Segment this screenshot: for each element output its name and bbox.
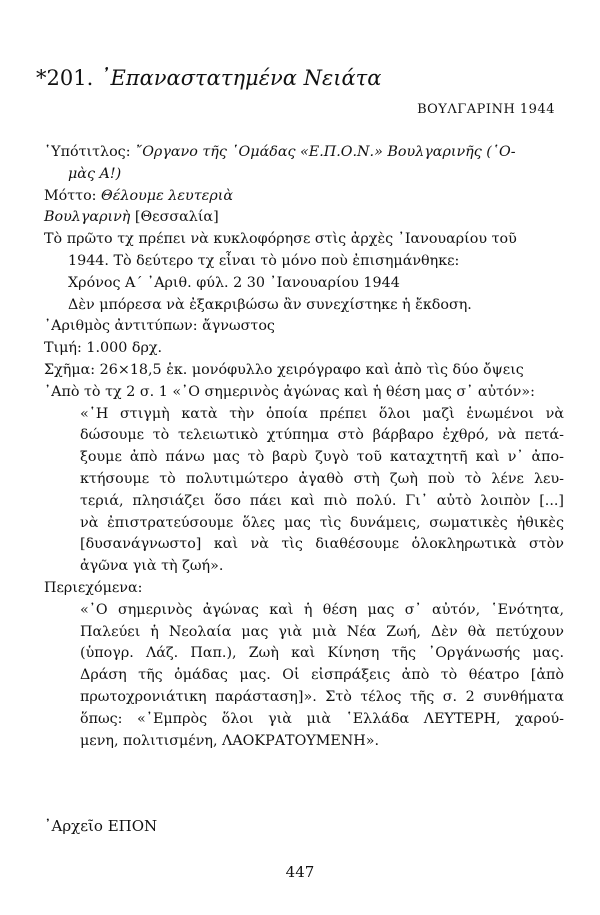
motto-line <box>44 186 564 208</box>
excerpt-line: τεριά, πλησιάζει ὅσο πάει καὶ πιὸ πολύ. Γι᾿ αὐτὸ λοιπὸν [...] <box>80 492 564 509</box>
contents-line: πρωτοχρονιάτικη παράσταση]». Στὸ τέλος τῆς σ. 2 συνθήματα <box>80 688 564 705</box>
place-date: ΒΟΥΛΓΑΡΙΝΗ 1944 <box>417 102 555 117</box>
excerpt-line: κτήσουμε τὸ πολυτιμώτερο ἀγαθὸ στὴ ζωὴ ποὺ τὸ λένε λευ- <box>80 470 564 487</box>
contents-line: ὅπως: «᾿Εμπρὸς ὅλοι γιὰ μιὰ ῾Ελλάδα ΛΕΥΤΕΡΗ, χαρού- <box>80 710 564 727</box>
page-number: 447 <box>285 863 315 881</box>
contents-line: μενη, πολιτισμένη, ΛΑΟΚΡΑΤΟΥΜΕΝΗ». <box>80 732 380 749</box>
excerpt-intro: ᾿Απὸ τὸ τχ 2 σ. 1 «᾿Ο σημερινὸς ἀγώνας καὶ ἡ θέση μας σ᾿ αὐτόν»: <box>44 383 535 400</box>
copies-line: ᾿Αριθμὸς ἀντιτύπων: ἄγνωστος <box>44 318 275 335</box>
excerpt-line: νὰ ἐπιστρατεύσουμε ὅλες μας τὶς δυνάμεις, σωματικὲς ἠθικὲς <box>80 514 564 531</box>
excerpt-line: «῾Η στιγμὴ κατὰ τὴν ὁποία πρέπει ὅλοι μαζὶ ἑνωμένοι νὰ <box>80 405 564 422</box>
subtitle-line <box>44 142 564 164</box>
subtitle-continuation: μὰς Α!) <box>68 165 122 182</box>
contents-line: (ὑπογρ. Λάζ. Παπ.), Ζωὴ καὶ Κίνηση τῆς ᾿Οργάνωσής μας. <box>80 645 564 662</box>
motto-text: Θέλουμε λευτεριὰ <box>101 187 233 204</box>
shape-line: Σχῆμα: 26×18,5 ἑκ. μονόφυλλο χειρόγραφο καὶ ἀπὸ τὶς δύο ὄψεις <box>44 361 524 378</box>
entry-title: ᾿Επαναστατημένα Νειάτα <box>99 66 382 90</box>
place-name: Βουλγαρινὴ <box>44 209 131 226</box>
issue-line: 1944. Τὸ δεύτερο τχ εἶναι τὸ μόνο ποὺ ἐπισημάνθηκε: <box>68 252 460 269</box>
excerpt-line: δώσουμε τὸ τελειωτικὸ χτύπημα στὸ βάρβαρο ἐχθρό, νὰ πετά- <box>80 427 564 444</box>
issue-line: Δὲν μπόρεσα νὰ ἐξακριβώσω ἂν συνεχίστηκε ἡ ἔκδοση. <box>68 296 472 313</box>
price-line: Τιμή: 1.000 δρχ. <box>44 340 163 357</box>
contents-line: Δράση τῆς ὁμάδας μας. Οἱ εἰσπράξεις ἀπὸ τὸ θέατρο [ἀπὸ <box>80 667 564 684</box>
archive-source: ᾿Αρχεῖο ΕΠΟΝ <box>44 817 158 835</box>
issue-line: Χρόνος Α΄ ᾿Αριθ. φύλ. 2 30 ᾿Ιανουαρίου 1944 <box>68 274 400 291</box>
issue-line: Τὸ πρῶτο τχ πρέπει νὰ κυκλοφόρησε στὶς ἀρχὲς ᾿Ιανουαρίου τοῦ <box>44 231 517 248</box>
place-line <box>44 207 564 229</box>
excerpt-line: ἀγῶνα γιὰ τὴ ζωή». <box>80 558 224 575</box>
excerpt-line: ξουμε ἀπὸ πάνω μας τὸ βαρὺ ζυγὸ τοῦ καταχτητῆ καὶ ν᾿ ἀπο- <box>80 449 564 466</box>
excerpt-line: [δυσανάγνωστο] καὶ νὰ τὶς διαθέσουμε ὁλοκληρωτικὰ στὸν <box>80 536 564 553</box>
subtitle-text: ῎Οργανο τῆς ῾Ομάδας «Ε.Π.Ο.Ν.» Βουλγαρινῆς (῾Ο- <box>135 144 516 160</box>
entry-number: *201. <box>36 66 94 90</box>
entry-body <box>44 142 564 752</box>
place-region: [Θεσσαλία] <box>130 209 219 226</box>
entry-heading <box>36 66 381 90</box>
subtitle-label: ῾Υπότιτλος: <box>44 144 136 160</box>
contents-line: «᾿Ο σημερινὸς ἀγώνας καὶ ἡ θέση μας σ᾿ αὐτόν, ῾Ενότητα, <box>80 601 564 618</box>
motto-label: Μόττο: <box>44 187 102 204</box>
contents-label: Περιεχόμενα: <box>44 579 143 596</box>
contents-line: Παλεύει ἡ Νεολαία μας γιὰ μιὰ Νέα Ζωή, Δὲν θὰ πετύχουν <box>80 623 564 640</box>
